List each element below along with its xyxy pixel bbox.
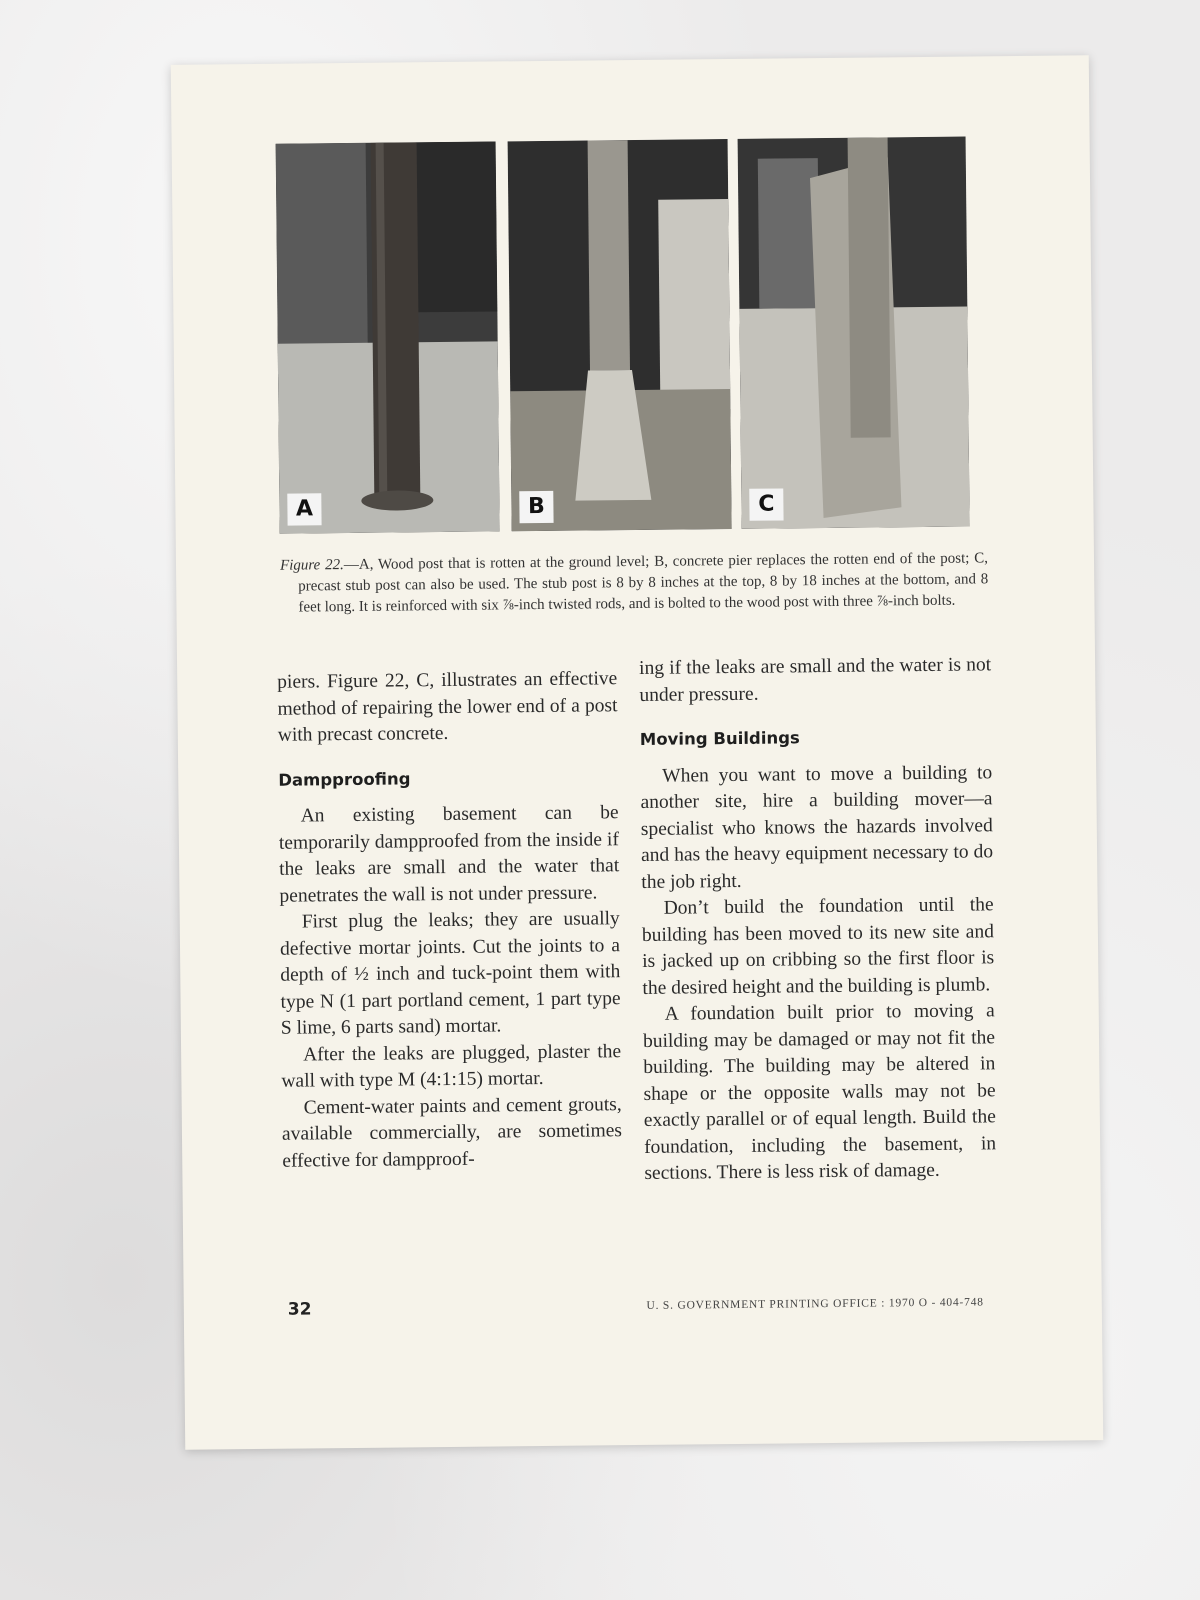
heading-dampproofing: Dampproofing <box>278 768 411 790</box>
heading-moving-buildings: Moving Buildings <box>639 728 800 749</box>
left-paragraph-5: Cement-water paints and cement grouts, available commercially, are sometimes effective for dampproof- <box>281 1093 623 1172</box>
photo-panel-b <box>508 139 732 531</box>
photo-panel-a <box>276 141 500 533</box>
photo-c-image <box>738 137 970 529</box>
left-paragraph-2: An existing basement can be temporarily dampproofed from the inside if the leaks are small and the water that penetrates the wall is not under pressure. <box>278 802 620 907</box>
figure-caption-text: —A, Wood post that is rotten at the ground level; B, concrete pier replaces the rotten end of the post; C, precast stub post can also be used. The stub post is 8 by 8 inches at the top, 8 by 18 inches at the bottom, and 8 feet long. It is reinforced with six ⅞-inch twisted rods, and is bolted to the wood post with three ⅞-inch bolts. <box>298 550 989 616</box>
right-paragraph-3: Don’t build the foundation until the building has been moved to its new site and is jacked up on cribbing so the first floor is the desired height and the building is plumb. <box>641 894 995 999</box>
right-paragraph-2: When you want to move a building to another site, hire a building mover—a specialist who knows the hazards involved and has the heavy equipment necessary to do the job right. <box>640 761 994 893</box>
left-column <box>277 666 622 1175</box>
right-paragraph-1: ing if the leaks are small and the water is not under pressure. <box>639 654 992 706</box>
left-paragraph-3: First plug the leaks; they are usually defective mortar joints. Cut the joints to a depth of ½ inch and tuck-point them with type N (1 part portland cement, 1 part type S lime, 6 parts sand) mortar. <box>279 908 621 1039</box>
panel-label-c: C <box>749 488 783 520</box>
figure-caption-lead: Figure 22. <box>279 557 344 574</box>
panel-label-a: A <box>287 493 321 525</box>
photo-panel-c <box>738 137 970 529</box>
photo-a-image <box>276 141 500 533</box>
figure-caption <box>280 548 989 618</box>
photo-b-image <box>508 139 732 531</box>
page-number: 32 <box>287 1299 312 1320</box>
figure-22-photos <box>276 137 970 534</box>
left-paragraph-4: After the leaks are plugged, plaster the wall with type M (4:1:15) mortar. <box>281 1040 622 1092</box>
panel-label-b: B <box>519 491 553 523</box>
booklet-page <box>171 55 1103 1450</box>
printing-office-footer: U. S. GOVERNMENT PRINTING OFFICE : 1970 O - 404-748 <box>646 1296 984 1312</box>
right-paragraph-4: A foundation built prior to moving a building may be damaged or may not fit the building. The building may be altered in shape or the opposite walls may not be exactly parallel or of equal length. Build the foundation, including the basement, in sections. There is less risk of damage. <box>642 1000 997 1184</box>
left-paragraph-1: piers. Figure 22, C, illustrates an effective method of repairing the lower end of a post with precast concrete. <box>277 668 618 746</box>
right-column <box>639 652 997 1187</box>
